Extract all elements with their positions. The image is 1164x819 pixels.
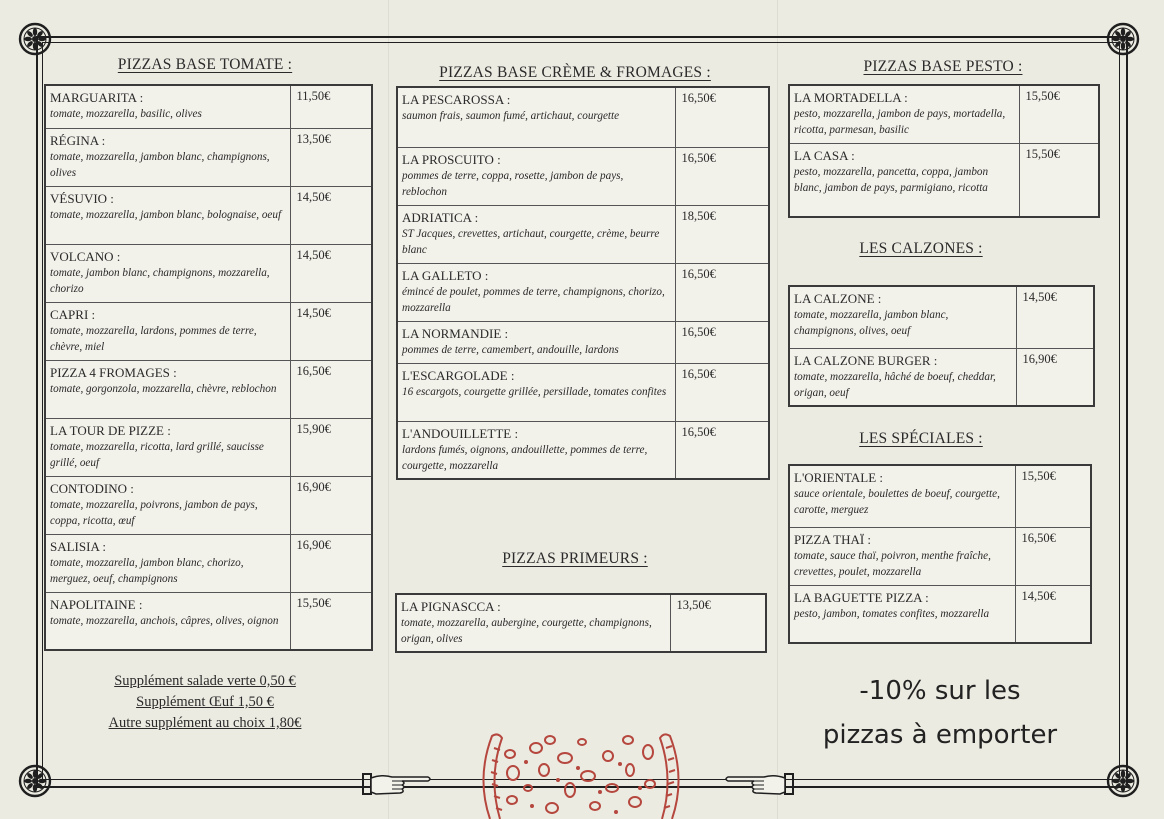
item-price: 15,50€: [1019, 143, 1099, 217]
menu-item-row: [45, 85, 372, 128]
item-name: RÉGINA :: [50, 132, 106, 148]
item-price: 16,50€: [675, 421, 769, 479]
menu-item-row: [397, 363, 769, 421]
promo-line-2: pizzas à emporter: [822, 720, 1058, 750]
item-name: PIZZA 4 FROMAGES :: [50, 364, 177, 380]
item-name: VOLCANO :: [50, 248, 121, 264]
item-price: 16,90€: [1016, 348, 1094, 406]
item-price: 14,50€: [290, 186, 372, 244]
item-price: 16,50€: [675, 87, 769, 147]
item-description: tomate, mozzarella, ricotta, lard grillé, saucisse grillé, oeuf: [50, 440, 264, 469]
promo-line-1: -10% sur les: [859, 676, 1021, 706]
menu-table-creme-fromages: [396, 86, 770, 480]
item-description: tomate, mozzarella, basilic, olives: [50, 108, 202, 120]
item-price: 16,50€: [1015, 527, 1091, 585]
item-name: LA CASA :: [794, 147, 855, 163]
menu-item-row: [45, 360, 372, 418]
pointing-hand-icon: [362, 770, 434, 800]
item-name: VÉSUVIO :: [50, 190, 114, 206]
item-description: tomate, gorgonzola, mozzarella, chèvre, reblochon: [50, 382, 277, 395]
menu-table-calzones: [788, 285, 1095, 407]
item-description: tomate, mozzarella, jambon blanc, champignons, olives: [50, 150, 270, 179]
menu-item-row: [45, 592, 372, 650]
item-description: émincé de poulet, pommes de terre, champignons, chorizo, mozzarella: [402, 285, 665, 314]
item-price: 14,50€: [1016, 286, 1094, 348]
item-name: LA TOUR DE PIZZE :: [50, 422, 171, 438]
menu-item-row: [397, 263, 769, 321]
item-description: ST Jacques, crevettes, artichaut, courgette, crème, beurre blanc: [402, 227, 660, 256]
item-price: 15,50€: [1015, 465, 1091, 527]
pointing-hand-icon: [722, 770, 794, 800]
menu-item-row: [397, 421, 769, 479]
item-description: pommes de terre, coppa, rosette, jambon de pays, reblochon: [402, 169, 624, 198]
item-description: tomate, mozzarella, jambon blanc, champignons, olives, oeuf: [794, 309, 949, 337]
item-price: 15,50€: [290, 592, 372, 650]
item-price: 14,50€: [290, 244, 372, 302]
rosette-ornament-icon: [18, 764, 52, 798]
menu-item-row: [789, 527, 1091, 585]
menu-item-row: [45, 244, 372, 302]
item-description: tomate, sauce thaï, poivron, menthe fraîche, crevettes, poulet, mozzarella: [794, 549, 991, 578]
item-price: 16,90€: [290, 534, 372, 592]
menu-table-primeurs: [395, 593, 767, 653]
item-description: tomate, mozzarella, jambon blanc, bolognaise, oeuf: [50, 208, 282, 221]
menu-item-row: [45, 128, 372, 186]
supplement-salade: Supplément salade verte 0,50 €: [114, 673, 296, 689]
item-price: 13,50€: [670, 594, 766, 652]
menu-item-row: [789, 585, 1091, 643]
menu-item-row: [45, 186, 372, 244]
item-price: 15,90€: [290, 418, 372, 476]
item-name: LA CALZONE BURGER :: [794, 352, 938, 368]
item-description: tomate, mozzarella, aubergine, courgette, champignons, origan, olives: [401, 617, 652, 645]
item-description: 16 escargots, courgette grillée, persillade, tomates confites: [402, 385, 667, 398]
menu-table-speciales: [788, 464, 1092, 644]
item-name: LA BAGUETTE PIZZA :: [794, 589, 929, 605]
menu-item-row: [789, 286, 1094, 348]
item-description: pommes de terre, camembert, andouille, lardons: [402, 343, 619, 356]
item-price: 13,50€: [290, 128, 372, 186]
section-title-pesto: PIZZAS BASE PESTO :: [863, 58, 1023, 75]
supplement-oeuf: Supplément Œuf 1,50 €: [136, 694, 274, 710]
item-price: 16,50€: [675, 263, 769, 321]
item-price: 16,50€: [675, 321, 769, 363]
item-price: 14,50€: [1015, 585, 1091, 643]
section-title-creme-fromages: PIZZAS BASE CRÈME & FROMAGES :: [439, 64, 711, 81]
item-name: LA CALZONE :: [794, 291, 882, 306]
item-name: LA PESCAROSSA :: [402, 92, 511, 107]
menu-item-row: [45, 534, 372, 592]
item-price: 16,90€: [290, 476, 372, 534]
menu-item-row: [45, 476, 372, 534]
item-name: LA PIGNASCCA :: [401, 599, 501, 614]
item-description: lardons fumés, oignons, andouillette, pommes de terre, courgette, mozzarella: [402, 443, 648, 472]
rosette-ornament-icon: [1106, 764, 1140, 798]
item-price: 16,50€: [675, 147, 769, 205]
menu-item-row: [397, 205, 769, 263]
menu-item-row: [397, 147, 769, 205]
item-description: tomate, mozzarella, poivrons, jambon de pays, coppa, ricotta, œuf: [50, 498, 258, 527]
rosette-ornament-icon: [18, 22, 52, 56]
item-name: NAPOLITAINE :: [50, 596, 143, 612]
item-name: CONTODINO :: [50, 480, 134, 496]
menu-table-pesto: [788, 84, 1100, 218]
pizza-drawing-icon: [470, 728, 692, 819]
item-price: 15,50€: [1019, 85, 1099, 143]
item-price: 11,50€: [290, 85, 372, 128]
item-price: 14,50€: [290, 302, 372, 360]
menu-item-row: [396, 594, 766, 652]
item-price: 16,50€: [290, 360, 372, 418]
item-description: pesto, mozzarella, pancetta, coppa, jambon blanc, jambon de pays, parmigiano, ricotta: [794, 165, 989, 194]
menu-item-row: [789, 143, 1099, 217]
item-name: L'ESCARGOLADE :: [402, 367, 515, 383]
item-price: 16,50€: [675, 363, 769, 421]
menu-item-row: [45, 418, 372, 476]
menu-item-row: [45, 302, 372, 360]
menu-item-row: [397, 321, 769, 363]
item-name: MARGUARITA :: [50, 90, 144, 105]
menu-table-tomate: [44, 84, 373, 651]
item-name: SALISIA :: [50, 538, 106, 554]
item-description: tomate, jambon blanc, champignons, mozzarella, chorizo: [50, 266, 270, 295]
item-name: LA GALLETO :: [402, 267, 489, 283]
item-name: PIZZA THAÏ :: [794, 531, 872, 547]
item-name: LA PROSCUITO :: [402, 151, 501, 167]
item-name: ADRIATICA :: [402, 209, 479, 225]
item-name: L'ANDOUILLETTE :: [402, 425, 519, 441]
item-name: LA MORTADELLA :: [794, 90, 908, 105]
section-title-calzones: LES CALZONES :: [859, 240, 983, 257]
item-name: CAPRI :: [50, 306, 96, 322]
menu-item-row: [789, 85, 1099, 143]
menu-item-row: [789, 348, 1094, 406]
item-description: tomate, mozzarella, lardons, pommes de terre, chèvre, miel: [50, 324, 257, 353]
section-title-tomate: PIZZAS BASE TOMATE :: [117, 56, 293, 73]
item-description: tomate, mozzarella, anchois, câpres, olives, oignon: [50, 614, 279, 627]
supplement-autre: Autre supplément au choix 1,80€: [108, 715, 302, 731]
menu-item-row: [397, 87, 769, 147]
rosette-ornament-icon: [1106, 22, 1140, 56]
item-name: L'ORIENTALE :: [794, 470, 884, 485]
item-description: tomate, mozzarella, jambon blanc, chorizo, merguez, oeuf, champignons: [50, 556, 244, 585]
item-price: 18,50€: [675, 205, 769, 263]
item-name: LA NORMANDIE :: [402, 325, 509, 341]
section-title-primeurs: PIZZAS PRIMEURS :: [502, 550, 648, 567]
item-description: pesto, jambon, tomates confites, mozzarella: [794, 607, 990, 620]
section-title-speciales: LES SPÉCIALES :: [859, 430, 983, 447]
item-description: saumon frais, saumon fumé, artichaut, courgette: [402, 110, 620, 122]
item-description: pesto, mozzarella, jambon de pays, mortadella, ricotta, parmesan, basilic: [794, 108, 1006, 136]
menu-item-row: [789, 465, 1091, 527]
item-description: tomate, mozzarella, hâché de boeuf, cheddar, origan, oeuf: [794, 370, 996, 399]
item-description: sauce orientale, boulettes de boeuf, courgette, carotte, merguez: [794, 488, 1000, 516]
